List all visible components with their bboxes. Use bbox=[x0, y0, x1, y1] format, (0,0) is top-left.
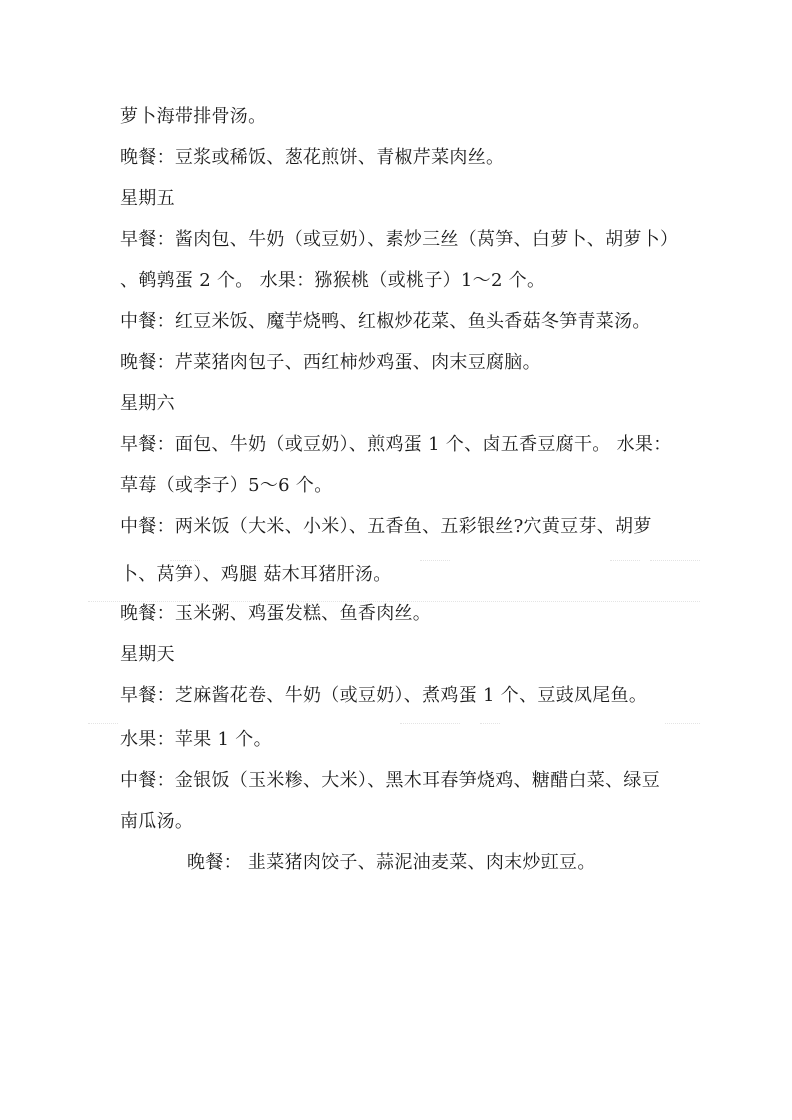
dotted-artifact bbox=[420, 560, 450, 561]
dotted-artifact bbox=[650, 560, 700, 561]
dotted-artifact bbox=[480, 723, 500, 724]
text-line-sunday-dinner: 晚餐： 韭菜猪肉饺子、蒜泥油麦菜、肉末炒豇豆。 bbox=[187, 852, 596, 873]
text-line-soup-continuation: 萝卜海带排骨汤。 bbox=[120, 106, 267, 127]
day-heading-friday: 星期五 bbox=[120, 188, 175, 209]
text-line-saturday-dinner: 晚餐：玉米粥、鸡蛋发糕、鱼香肉丝。 bbox=[120, 603, 432, 624]
dotted-separator bbox=[88, 601, 700, 602]
text-line-saturday-fruit: 草莓（或李子）5～6 个。 bbox=[120, 475, 333, 496]
dotted-artifact bbox=[170, 560, 200, 561]
day-heading-saturday: 星期六 bbox=[120, 393, 175, 414]
dotted-artifact bbox=[400, 723, 460, 724]
text-line-friday-lunch: 中餐：红豆米饭、魔芋烧鸭、红椒炒花菜、鱼头香菇冬笋青菜汤。 bbox=[120, 311, 651, 332]
day-heading-sunday: 星期天 bbox=[120, 644, 175, 665]
text-line-thursday-dinner: 晚餐：豆浆或稀饭、葱花煎饼、青椒芹菜肉丝。 bbox=[120, 147, 505, 168]
text-line-sunday-breakfast: 早餐：芝麻酱花卷、牛奶（或豆奶）、煮鸡蛋 1 个、豆豉凤尾鱼。 bbox=[120, 685, 648, 706]
dotted-artifact bbox=[88, 723, 118, 724]
text-line-friday-breakfast: 早餐：酱肉包、牛奶（或豆奶）、素炒三丝（莴笋、白萝卜、胡萝卜） bbox=[120, 229, 679, 250]
dotted-artifact bbox=[665, 723, 700, 724]
dotted-artifact bbox=[610, 560, 640, 561]
text-line-friday-breakfast-cont: 、鹌鹑蛋 2 个。 水果：猕猴桃（或桃子）1～2 个。 bbox=[120, 270, 546, 291]
text-line-saturday-lunch-cont: 卜、莴笋）、鸡腿 菇木耳猪肝汤。 bbox=[120, 564, 392, 585]
text-line-sunday-fruit: 水果：苹果 1 个。 bbox=[120, 729, 272, 750]
text-line-saturday-breakfast: 早餐：面包、牛奶（或豆奶）、煎鸡蛋 1 个、卤五香豆腐干。 水果： bbox=[120, 434, 672, 455]
text-line-sunday-lunch: 中餐：金银饭（玉米糁、大米）、黑木耳春笋烧鸡、糖醋白菜、绿豆 bbox=[120, 770, 660, 791]
text-line-saturday-lunch: 中餐：两米饭（大米、小米）、五香鱼、五彩银丝?穴黄豆芽、胡萝 bbox=[120, 516, 652, 537]
text-line-friday-dinner: 晚餐：芹菜猪肉包子、西红柿炒鸡蛋、肉末豆腐脑。 bbox=[120, 352, 541, 373]
text-line-sunday-lunch-cont: 南瓜汤。 bbox=[120, 811, 194, 832]
